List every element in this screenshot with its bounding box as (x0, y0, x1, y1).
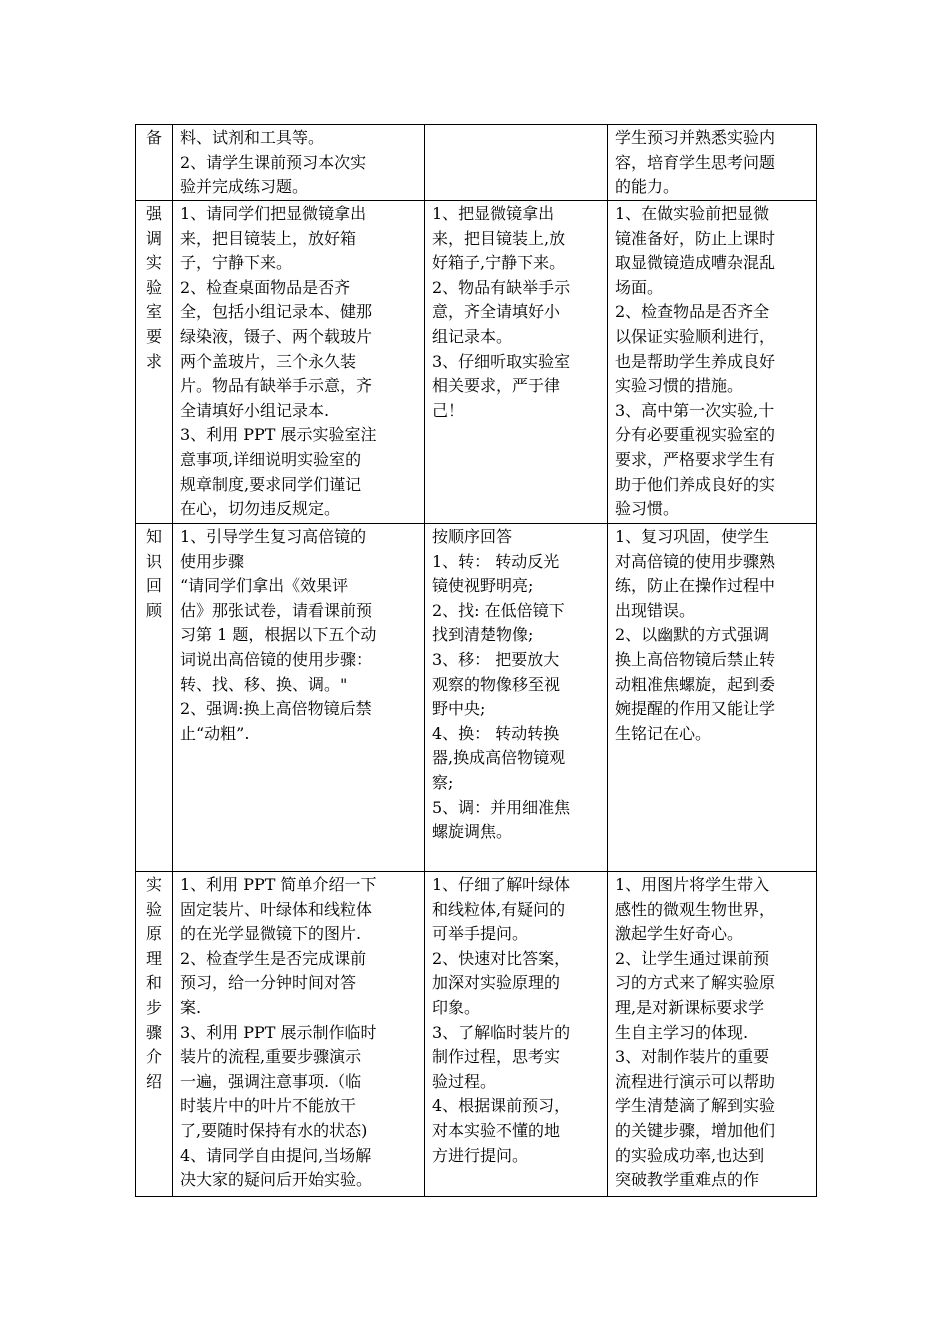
cell-text-line: 的在光学显微镜下的图片. (180, 924, 362, 944)
design-intent-cell (608, 872, 817, 1197)
cell-text-line: 使用步骤 (180, 551, 245, 571)
student-activity-cell (425, 872, 608, 1197)
cell-text-line: 4、请同学自由提问,当场解 (180, 1145, 372, 1165)
table-row (136, 524, 817, 872)
stage-label-char: 要 (145, 326, 162, 346)
stage-label-char: 实 (145, 875, 162, 894)
cell-text-line: 3、仔细听取实验室 (432, 351, 571, 371)
cell-text-line: 加深对实验原理的 (432, 973, 561, 993)
cell-text-line: 取显微镜造成嘈杂混乱 (615, 253, 776, 273)
stage-label-char: 顾 (145, 600, 162, 620)
cell-text-line: 突破教学重难点的作 (615, 1170, 760, 1190)
stage-label-char: 回 (145, 576, 162, 596)
cell-text-line: 一遍，强调注意事项.（临 (180, 1071, 362, 1091)
cell-text-line: 4、换： 转动转换 (432, 723, 560, 743)
cell-text-line: 生自主学习的体现. (615, 1022, 749, 1042)
cell-text-line: 3、利用 PPT 展示制作临时 (180, 1022, 377, 1042)
stage-cell (136, 524, 173, 872)
cell-text-line: 2、检查学生是否完成课前 (180, 948, 367, 968)
student-activity-cell (425, 201, 608, 524)
cell-text-line: 对本实验不懂的地 (432, 1120, 561, 1140)
cell-text-line: 生铭记在心。 (615, 723, 712, 743)
cell-text-line: 片。物品有缺举手示意，齐 (180, 376, 373, 396)
cell-text-line: 1、用图片将学生带入 (615, 875, 770, 894)
stage-label-char: 介 (145, 1047, 162, 1067)
cell-text-line: 两个盖玻片，三个永久装 (180, 351, 357, 371)
stage-label-char: 原 (145, 924, 162, 944)
cell-text-line: 分有必要重视实验室的 (615, 425, 776, 445)
cell-text-line: 预习，给一分钟时间对答 (180, 973, 357, 993)
cell-text-line: 2、强调:换上高倍物镜后禁 (180, 699, 372, 719)
cell-text-line: 3、移： 把要放大 (432, 649, 560, 669)
stage-label-char: 绍 (145, 1071, 162, 1091)
cell-text-line: 3、高中第一次实验,十 (615, 400, 775, 420)
cell-text-line: 时装片中的叶片不能放干 (180, 1096, 357, 1116)
cell-text-line: 己！ (432, 400, 465, 420)
table-row (136, 872, 817, 1197)
cell-text-line: 婉提醒的作用又能让学 (615, 699, 776, 719)
table-row (136, 125, 817, 201)
cell-text-line: 容，培育学生思考问题 (615, 152, 776, 172)
cell-text-line: 印象。 (432, 997, 481, 1017)
lesson-plan-table (135, 124, 817, 1197)
cell-text-line: 1、仔细了解叶绿体 (432, 875, 571, 894)
cell-text-line: 案. (180, 997, 202, 1017)
cell-text-line: 1、把显微镜拿出 (432, 204, 555, 223)
cell-text-line: 的能力。 (615, 177, 680, 197)
cell-text-line: 3、对制作装片的重要 (615, 1047, 770, 1067)
cell-text-line: 对高倍镜的使用步骤熟 (615, 551, 776, 571)
cell-text-line: 估》那张试卷，请看课前预 (180, 600, 373, 620)
cell-text-line: 2、物品有缺举手示 (432, 277, 571, 297)
cell-text-line: 组记录本。 (432, 326, 513, 346)
stage-label-char: 步 (145, 997, 162, 1017)
cell-text-line: 2、快速对比答案， (432, 948, 571, 968)
cell-text-line: 意事项,详细说明实验室的 (180, 449, 362, 469)
cell-text-line: 子，宁静下来。 (180, 253, 293, 273)
cell-text-line: 镜使视野明亮; (432, 576, 534, 596)
cell-text-line: 理,是对新课标要求学 (615, 997, 765, 1017)
cell-text-line: 2、让学生通过课前预 (615, 948, 770, 968)
cell-text-line: 来，把目镜装上,放 (432, 228, 566, 248)
cell-text-line: 和线粒体,有疑问的 (432, 899, 566, 919)
cell-text-line: 螺旋调焦。 (432, 822, 513, 842)
cell-text-line: 3、利用 PPT 展示实验室注 (180, 425, 377, 445)
design-intent-cell (608, 524, 817, 872)
cell-text-line: 察; (432, 772, 454, 792)
cell-text-line: 找到清楚物像; (432, 625, 534, 645)
cell-text-line: 方进行提问。 (432, 1145, 529, 1165)
cell-text-line: 习第 1 题，根据以下五个动 (180, 625, 377, 645)
stage-label-char: 验 (145, 899, 162, 919)
stage-label-char: 验 (145, 277, 162, 297)
cell-text-line: 学生预习并熟悉实验内 (615, 128, 776, 147)
cell-text-line: 观察的物像移至视 (432, 674, 561, 694)
cell-text-line: 制作过程，思考实 (432, 1047, 561, 1067)
cell-text-line: 镜准备好，防止上课时 (615, 228, 776, 248)
cell-text-line: 野中央; (432, 699, 486, 719)
student-activity-cell (425, 125, 608, 201)
cell-text-line: 场面。 (615, 277, 664, 297)
cell-text-line: 练，防止在操作过程中 (615, 576, 776, 596)
teacher-activity-cell (173, 125, 425, 201)
cell-text-line: 器,换成高倍物镜观 (432, 748, 566, 768)
cell-text-line: 1、引导学生复习高倍镜的 (180, 527, 367, 546)
cell-text-line: 3、了解临时装片的 (432, 1022, 571, 1042)
stage-label-char: 骤 (145, 1022, 162, 1042)
cell-text-line: 4、根据课前预习， (432, 1096, 571, 1116)
cell-text-line: 实验习惯的措施。 (615, 376, 744, 396)
cell-text-line: 5、调：并用细准焦 (432, 797, 571, 817)
cell-text-line: 决大家的疑问后开始实验。 (180, 1170, 373, 1190)
design-intent-cell (608, 201, 817, 524)
cell-text-line: “请同学们拿出《效果评 (180, 576, 349, 596)
cell-text-line: 全请填好小组记录本. (180, 400, 330, 420)
cell-text-line: 的实验成功率,也达到 (615, 1145, 765, 1165)
cell-text-line: 验过程。 (432, 1071, 497, 1091)
cell-text-line: 激起学生好奇心。 (615, 924, 744, 944)
stage-label-char: 理 (145, 948, 162, 968)
cell-text-line: 的关键步骤，增加他们 (615, 1120, 776, 1140)
stage-label-char: 备 (145, 128, 162, 147)
stage-label-char: 知 (145, 527, 162, 546)
teacher-activity-cell (173, 524, 425, 872)
cell-text-line: 装片的流程,重要步骤演示 (180, 1047, 362, 1067)
cell-text-line: 1、在做实验前把显微 (615, 204, 770, 223)
cell-text-line: 验习惯。 (615, 499, 680, 519)
cell-text-line: 2、找: 在低倍镜下 (432, 600, 565, 620)
cell-text-line: 也是帮助学生养成良好 (615, 351, 776, 371)
cell-text-line: 词说出高倍镜的使用步骤： (180, 649, 373, 669)
stage-cell (136, 872, 173, 1197)
cell-text-line: 相关要求，严于律 (432, 376, 561, 396)
cell-text-line: 转、找、移、换、调。" (180, 674, 348, 694)
cell-text-line: 出现错误。 (615, 600, 696, 620)
cell-text-line: 意，齐全请填好小 (432, 302, 561, 322)
cell-text-line: 2、以幽默的方式强调 (615, 625, 770, 645)
student-activity-cell (425, 524, 608, 872)
cell-text-line: 以保证实验顺利进行， (615, 326, 776, 346)
cell-text-line: 全，包括小组记录本、健那 (180, 302, 373, 322)
cell-text-line: 1、请同学们把显微镜拿出 (180, 204, 367, 223)
cell-text-line: 动粗准焦螺旋，起到委 (615, 674, 776, 694)
cell-text-line: 1、复习巩固，使学生 (615, 527, 770, 546)
stage-label-char: 室 (145, 302, 162, 322)
cell-text-line: 按顺序回答 (432, 527, 513, 546)
cell-text-line: 来，把目镜装上，放好箱 (180, 228, 357, 248)
cell-text-line: 料、试剂和工具等。 (180, 128, 325, 147)
cell-text-line: 在心，切勿违反规定。 (180, 499, 341, 519)
cell-text-line: 好箱子,宁静下来。 (432, 253, 566, 273)
stage-label-char: 识 (145, 551, 162, 571)
cell-text-line: 2、检查桌面物品是否齐 (180, 277, 351, 297)
stage-cell (136, 125, 173, 201)
cell-text-line: 1、利用 PPT 简单介绍一下 (180, 875, 377, 894)
cell-text-line: 2、请学生课前预习本次实 (180, 152, 367, 172)
stage-label-char: 强 (145, 204, 162, 223)
cell-text-line: 规章制度,要求同学们谨记 (180, 474, 362, 494)
stage-label-char: 和 (145, 973, 162, 993)
table-row (136, 201, 817, 524)
cell-text-line: 习的方式来了解实验原 (615, 973, 776, 993)
cell-text-line: 了,要随时保持有水的状态) (180, 1120, 368, 1140)
cell-text-line: 1、转： 转动反光 (432, 551, 560, 571)
cell-text-line: 固定装片、叶绿体和线粒体 (180, 899, 373, 919)
cell-text-line: 换上高倍物镜后禁止转 (615, 649, 776, 669)
lesson-plan-body (136, 125, 817, 1197)
cell-text-line: 绿染液，镊子、两个载玻片 (180, 326, 373, 346)
cell-text-line: 助于他们养成良好的实 (615, 474, 776, 494)
cell-text-line: 止“动粗”. (180, 723, 250, 743)
design-intent-cell (608, 125, 817, 201)
cell-text-line: 流程进行演示可以帮助 (615, 1071, 776, 1091)
cell-text-line: 2、检查物品是否齐全 (615, 302, 770, 322)
stage-label-char: 求 (145, 351, 162, 371)
cell-text-line: 学生清楚滴了解到实验 (615, 1096, 776, 1116)
teacher-activity-cell (173, 872, 425, 1197)
cell-text-line: 要求，严格要求学生有 (615, 449, 776, 469)
stage-label-char: 实 (145, 253, 162, 273)
teacher-activity-cell (173, 201, 425, 524)
stage-label-char: 调 (145, 228, 162, 248)
cell-text-line: 感性的微观生物世界， (615, 899, 776, 919)
cell-text-line: 验并完成练习题。 (180, 177, 309, 197)
stage-cell (136, 201, 173, 524)
cell-text-line: 可举手提问。 (432, 924, 529, 944)
